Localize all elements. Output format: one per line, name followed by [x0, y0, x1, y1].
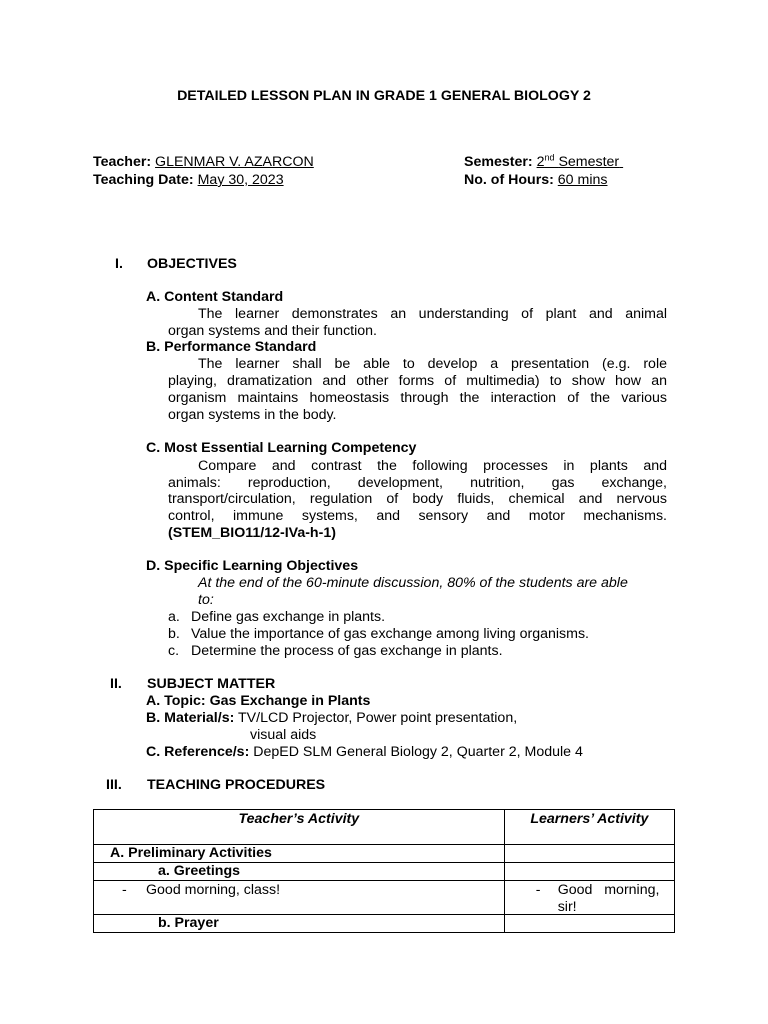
melc-text-2: animals: reproduction, development, nutrition, gas exchange,: [168, 475, 667, 491]
teacher-line: [93, 154, 314, 171]
objective-item-text: Define gas exchange in plants.: [191, 609, 386, 625]
teacher-activity-header: Teacher’s Activity: [94, 810, 505, 845]
teaching-date-line: [93, 172, 284, 189]
material-label: B. Material/s:: [146, 710, 235, 726]
specific-objectives-intro-2: to:: [198, 592, 214, 608]
teaching-date-value: May 30, 2023: [197, 172, 284, 188]
specific-objectives-label: D. Specific Learning Objectives: [146, 558, 359, 574]
subject-matter-heading: SUBJECT MATTER: [147, 676, 276, 692]
content-standard-text-1: The learner demonstrates an understanding of plant and animal: [198, 306, 667, 322]
teaching-date-label: Teaching Date:: [93, 172, 194, 188]
table-row: [94, 881, 675, 915]
teacher-value: GLENMAR V. AZARCON: [155, 154, 314, 170]
table-row: [94, 863, 675, 881]
content-standard-text-2: organ systems and their function.: [168, 323, 377, 339]
section-number-2: II.: [110, 676, 122, 692]
semester-label: Semester:: [464, 154, 533, 170]
melc-code: (STEM_BIO11/12-IVa-h-1): [168, 525, 336, 541]
performance-standard-text-2: playing, dramatization and other forms of multimedia) to show how an: [168, 373, 667, 389]
hours-line: [464, 172, 607, 189]
objective-item-letter: a.: [168, 609, 180, 625]
hours-value: 60 mins: [557, 172, 608, 188]
teacher-greeting-cell: - Good morning, class!: [94, 881, 505, 915]
reference-label: C. Reference/s:: [146, 744, 250, 760]
performance-standard-text-4: organ systems in the body.: [168, 407, 337, 423]
prayer-cell: b. Prayer: [94, 915, 505, 933]
topic-line: A. Topic: Gas Exchange in Plants: [146, 693, 371, 709]
section-number-3: III.: [106, 777, 122, 793]
material-line: [146, 710, 517, 727]
material-value: TV/LCD Projector, Power point presentation,: [234, 710, 518, 726]
preliminary-activities-cell: A. Preliminary Activities: [94, 845, 505, 863]
procedures-table: [93, 809, 675, 933]
objective-item-text: Value the importance of gas exchange among living organisms.: [191, 626, 590, 642]
table-header-row: [94, 810, 675, 845]
hours-label: No. of Hours:: [464, 172, 554, 188]
document-title: DETAILED LESSON PLAN IN GRADE 1 GENERAL BIOLOGY 2: [177, 88, 591, 104]
performance-standard-label: B. Performance Standard: [146, 339, 317, 355]
greetings-cell: a. Greetings: [94, 863, 505, 881]
empty-cell: [504, 915, 674, 933]
reference-line: [146, 744, 583, 761]
objective-item-letter: b.: [168, 626, 180, 642]
section-number-1: I.: [115, 256, 123, 272]
melc-text-4: control, immune systems, and sensory and motor mechanisms.: [168, 508, 667, 524]
empty-cell: [504, 863, 674, 881]
reference-value: DepED SLM General Biology 2, Quarter 2, Module 4: [249, 744, 583, 760]
learner-activity-header: Learners’ Activity: [504, 810, 674, 845]
table-row: [94, 845, 675, 863]
melc-text-1: Compare and contrast the following processes in plants and: [198, 458, 667, 474]
teaching-procedures-heading: TEACHING PROCEDURES: [147, 777, 326, 793]
specific-objectives-intro-1: At the end of the 60-minute discussion, 80% of the students are able: [198, 575, 628, 591]
melc-text-3: transport/circulation, regulation of body fluids, chemical and nervous: [168, 491, 667, 507]
table-row: [94, 915, 675, 933]
melc-label: C. Most Essential Learning Competency: [146, 440, 417, 456]
performance-standard-text-1: The learner shall be able to develop a presentation (e.g. role: [198, 356, 667, 372]
objectives-heading: OBJECTIVES: [147, 256, 237, 272]
teacher-label: Teacher:: [93, 154, 152, 170]
objective-item-text: Determine the process of gas exchange in plants.: [191, 643, 503, 659]
empty-cell: [504, 845, 674, 863]
semester-line: [464, 154, 623, 171]
material-value-continued: visual aids: [250, 727, 317, 743]
objective-item-letter: c.: [168, 643, 180, 659]
learner-greeting-cell: - Good morning, sir!: [504, 881, 674, 915]
semester-value: 2nd Semester: [536, 152, 620, 170]
performance-standard-text-3: organism maintains homeostasis through the interaction of the various: [168, 390, 667, 406]
content-standard-label: A. Content Standard: [146, 289, 284, 305]
